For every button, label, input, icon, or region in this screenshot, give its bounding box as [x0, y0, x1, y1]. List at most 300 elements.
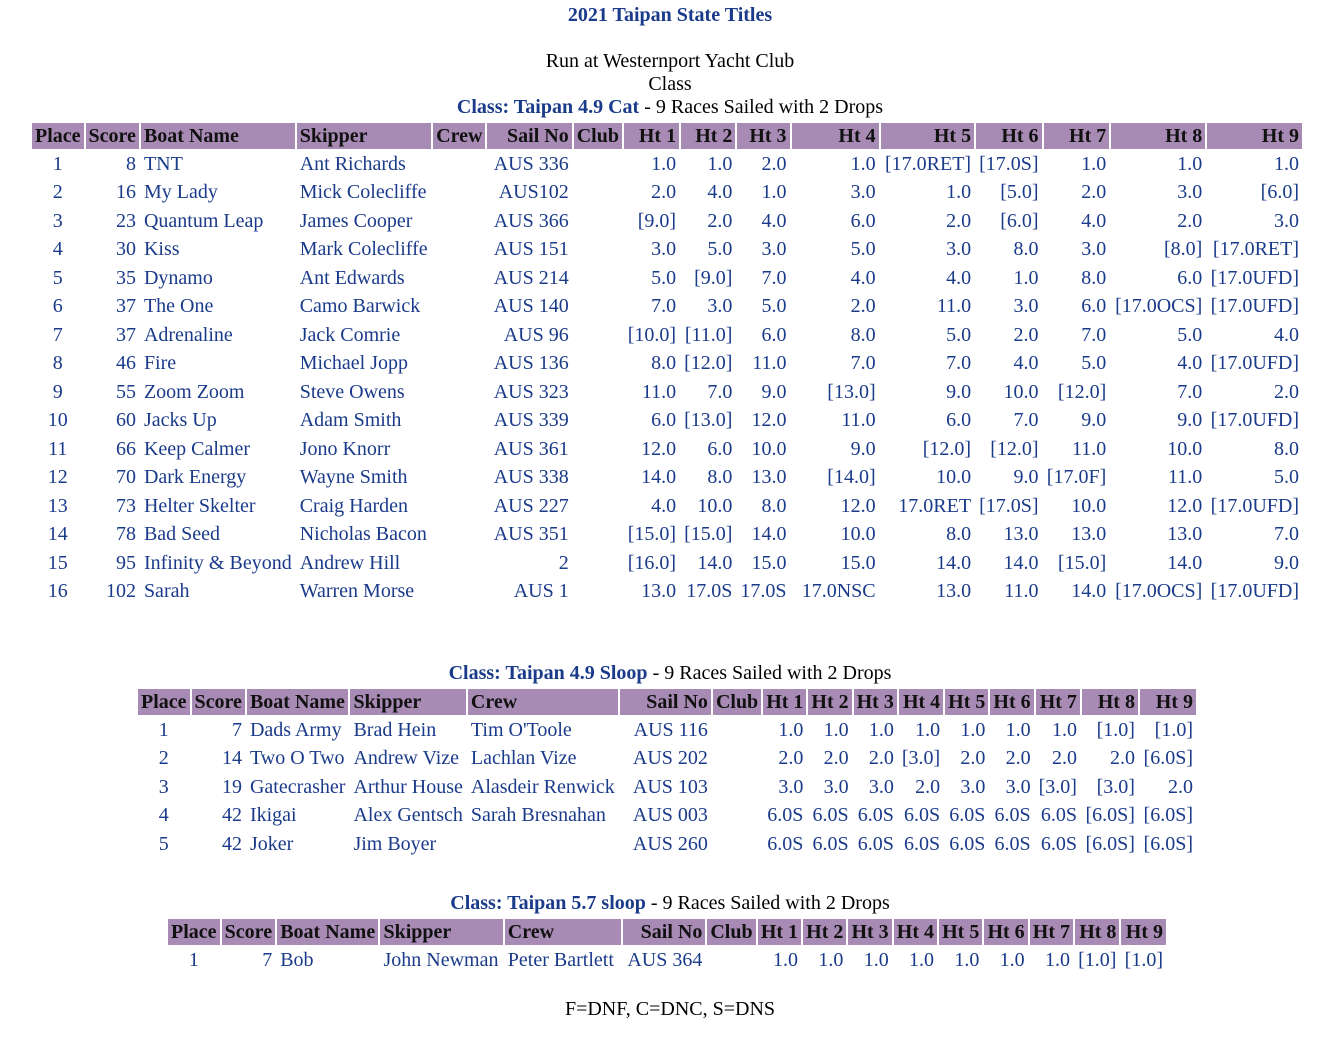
cell-sail-no: AUS 339 [493, 409, 569, 432]
col-header-ht7: Ht 7 [1036, 689, 1080, 715]
cell-ht1: 11.0 [641, 380, 677, 403]
col-header-ht5: Ht 5 [945, 689, 988, 715]
cell-place: 15 [47, 551, 68, 574]
cell-ht4: 5.0 [850, 238, 876, 261]
cell-sail-no: AUS 364 [627, 948, 703, 971]
cell-crew [433, 208, 485, 235]
cell-boat-name: Kiss [143, 238, 180, 261]
cell-ht9: [17.0UFD] [1210, 494, 1299, 517]
cell-ht8: 11.0 [1168, 466, 1203, 489]
cell-ht1: 1.0 [651, 152, 677, 175]
cell-skipper: Mick Colecliffe [299, 181, 427, 204]
cell-ht4: 3.0 [850, 181, 876, 204]
col-header-ht2: Ht 2 [808, 689, 851, 715]
cell-ht4: 2.0 [915, 775, 941, 798]
cell-ht7: [12.0] [1057, 380, 1107, 403]
cell-skipper: Brad Hein [353, 718, 437, 741]
cell-ht1: 3.0 [778, 775, 804, 798]
cell-ht3: 15.0 [751, 551, 787, 574]
cell-place: 5 [158, 832, 169, 855]
cell-score: 7 [262, 948, 273, 971]
cell-club [574, 351, 622, 378]
cell-ht5: 8.0 [946, 523, 972, 546]
cell-ht5: 10.0 [936, 466, 972, 489]
cell-sail-no: AUS 003 [632, 804, 708, 827]
cell-ht7: 14.0 [1071, 580, 1107, 603]
cell-ht3: 13.0 [751, 466, 787, 489]
cell-crew [433, 180, 485, 207]
cell-ht7: 7.0 [1081, 323, 1107, 346]
cell-ht9: [17.0UFD] [1210, 409, 1299, 432]
table-row [168, 947, 1166, 974]
cell-score: 60 [115, 409, 136, 432]
cell-ht6: 1.0 [999, 948, 1025, 971]
cell-ht1: 8.0 [651, 352, 677, 375]
cell-ht6: 14.0 [1003, 551, 1039, 574]
cell-club [574, 180, 622, 207]
results-table-taipan-49-sloop [136, 687, 1198, 860]
cell-place: 16 [47, 580, 68, 603]
col-header-place: Place [168, 919, 220, 945]
cell-skipper: Steve Owens [299, 380, 405, 403]
cell-ht1: 7.0 [651, 295, 677, 318]
cell-ht5: [12.0] [922, 437, 972, 460]
table-row [32, 408, 1302, 435]
results-table-taipan-49-cat [30, 121, 1304, 607]
cell-ht8: [17.0OCS] [1115, 580, 1203, 603]
cell-score: 35 [115, 266, 136, 289]
cell-skipper: Andrew Hill [299, 551, 401, 574]
col-header-boat-name: Boat Name [277, 919, 378, 945]
cell-ht5: 6.0S [949, 832, 986, 855]
cell-score: 102 [105, 580, 136, 603]
cell-ht9: 3.0 [1274, 209, 1299, 232]
cell-ht2: 14.0 [697, 551, 733, 574]
cell-ht2: 3.0 [823, 775, 849, 798]
cell-ht1: 14.0 [641, 466, 677, 489]
cell-ht1: 6.0 [651, 409, 677, 432]
cell-ht2: 6.0S [812, 804, 849, 827]
cell-ht5: 2.0 [946, 209, 972, 232]
cell-ht4: 17.0NSC [801, 580, 876, 603]
cell-crew: Tim O'Toole [470, 718, 572, 741]
cell-club [574, 208, 622, 235]
cell-club [574, 579, 622, 606]
cell-club [574, 237, 622, 264]
cell-ht6: 6.0S [994, 832, 1031, 855]
cell-sail-no: AUS 366 [493, 209, 569, 232]
cell-ht2: 17.0S [686, 580, 733, 603]
cell-sail-no: AUS 214 [493, 266, 569, 289]
cell-boat-name: Quantum Leap [143, 209, 264, 232]
cell-club [574, 294, 622, 321]
cell-ht5: 14.0 [936, 551, 972, 574]
cell-score: 46 [115, 352, 136, 375]
cell-skipper: Arthur House [353, 775, 463, 798]
class-name: Class: Taipan 4.9 Sloop [448, 662, 648, 684]
legend-footnote: F=DNF, C=DNC, S=DNS [564, 998, 776, 1020]
cell-boat-name: The One [143, 295, 214, 318]
cell-ht4: [3.0] [901, 747, 941, 770]
col-header-ht7: Ht 7 [1044, 123, 1110, 149]
cell-ht2: 4.0 [707, 181, 733, 204]
cell-boat-name: Zoom Zoom [143, 380, 245, 403]
header-row [138, 689, 1196, 715]
cell-ht2: 8.0 [707, 466, 733, 489]
table-row [32, 208, 1302, 235]
cell-crew [433, 265, 485, 292]
cell-skipper: Michael Jopp [299, 352, 409, 375]
cell-ht2: [15.0] [684, 523, 733, 546]
cell-ht1: 1.0 [773, 948, 799, 971]
cell-ht6: 2.0 [1013, 323, 1039, 346]
cell-crew: Lachlan Vize [470, 747, 577, 770]
cell-place: 4 [158, 804, 169, 827]
cell-ht5: 1.0 [946, 181, 972, 204]
cell-sail-no: AUS 336 [493, 152, 569, 175]
cell-ht2: 6.0 [707, 437, 733, 460]
cell-place: 1 [158, 718, 169, 741]
cell-skipper: Ant Edwards [299, 266, 405, 289]
col-header-skipper: Skipper [350, 689, 465, 715]
cell-ht4: 6.0S [904, 832, 941, 855]
cell-boat-name: Infinity & Beyond [143, 551, 292, 574]
cell-crew [433, 379, 485, 406]
header-row [168, 919, 1166, 945]
cell-boat-name: Dads Army [249, 718, 342, 741]
class-caption [0, 892, 1340, 915]
cell-ht4: 1.0 [915, 718, 941, 741]
col-header-ht6: Ht 6 [976, 123, 1041, 149]
cell-place: 7 [52, 323, 63, 346]
cell-skipper: Mark Colecliffe [299, 238, 428, 261]
cell-ht6: 8.0 [1013, 238, 1039, 261]
cell-club [574, 465, 622, 492]
cell-boat-name: Gatecrasher [249, 775, 346, 798]
cell-ht9: 8.0 [1274, 437, 1299, 460]
cell-ht1: [15.0] [627, 523, 677, 546]
cell-crew [433, 436, 485, 463]
col-header-place: Place [32, 123, 84, 149]
col-header-ht1: Ht 1 [758, 919, 801, 945]
cell-score: 37 [115, 295, 136, 318]
cell-ht3: 2.0 [761, 152, 787, 175]
cell-place: 4 [52, 238, 63, 261]
cell-score: 7 [231, 718, 242, 741]
cell-ht5: 9.0 [946, 380, 972, 403]
cell-ht6: 9.0 [1013, 466, 1039, 489]
cell-ht1: 6.0S [767, 804, 804, 827]
class-label: Class [648, 73, 692, 95]
cell-score: 8 [125, 152, 136, 175]
cell-ht3: 3.0 [761, 238, 787, 261]
cell-ht7: 6.0S [1040, 832, 1077, 855]
cell-ht8: [1.0] [1078, 948, 1117, 971]
cell-ht8: 12.0 [1167, 494, 1203, 517]
cell-place: 11 [48, 437, 68, 460]
col-header-club: Club [713, 689, 761, 715]
cell-club [713, 746, 761, 773]
cell-skipper: Jono Knorr [299, 437, 391, 460]
cell-ht6: [6.0] [1000, 209, 1039, 232]
col-header-sail-no: Sail No [620, 689, 711, 715]
table-row [138, 717, 1196, 744]
page-title: 2021 Taipan State Titles [567, 4, 773, 26]
cell-club [574, 436, 622, 463]
cell-ht3: 6.0S [857, 832, 894, 855]
cell-ht6: [12.0] [990, 437, 1039, 460]
cell-ht7: [15.0] [1057, 551, 1107, 574]
cell-ht4: 8.0 [850, 323, 876, 346]
cell-ht7: 2.0 [1081, 181, 1107, 204]
col-header-club: Club [574, 123, 622, 149]
cell-ht7: 1.0 [1045, 948, 1070, 971]
cell-score: 23 [115, 209, 136, 232]
cell-ht7: 8.0 [1081, 266, 1107, 289]
cell-crew [433, 465, 485, 492]
class-caption [0, 662, 1340, 685]
cell-ht6: 11.0 [1004, 580, 1039, 603]
cell-ht8: 14.0 [1167, 551, 1203, 574]
cell-ht5: 3.0 [946, 238, 972, 261]
cell-club [713, 717, 761, 744]
cell-crew [433, 322, 485, 349]
cell-ht2: [9.0] [694, 266, 733, 289]
cell-ht2: 2.0 [707, 209, 733, 232]
cell-ht1: 13.0 [641, 580, 677, 603]
cell-ht9: [6.0S] [1143, 804, 1193, 827]
cell-ht6: 1.0 [1013, 266, 1039, 289]
table-row [138, 831, 1196, 858]
cell-ht5: 6.0 [946, 409, 972, 432]
col-header-place: Place [138, 689, 190, 715]
cell-ht8: 2.0 [1177, 209, 1203, 232]
cell-place: 2 [158, 747, 169, 770]
cell-crew [433, 294, 485, 321]
cell-boat-name: TNT [143, 152, 183, 175]
cell-ht6: 10.0 [1003, 380, 1039, 403]
table-row [32, 351, 1302, 378]
cell-ht3: 2.0 [868, 747, 894, 770]
cell-score: 42 [221, 804, 242, 827]
cell-ht9: [6.0S] [1143, 747, 1193, 770]
cell-ht2: [12.0] [684, 352, 733, 375]
cell-ht4: 11.0 [841, 409, 876, 432]
cell-club [713, 831, 761, 858]
col-header-ht6: Ht 6 [990, 689, 1033, 715]
cell-club [574, 522, 622, 549]
cell-club [707, 947, 755, 974]
cell-crew: Peter Bartlett [507, 948, 614, 971]
col-header-ht2: Ht 2 [803, 919, 846, 945]
cell-ht2: 1.0 [818, 948, 844, 971]
col-header-boat-name: Boat Name [247, 689, 349, 715]
table-row [32, 465, 1302, 492]
cell-place: 9 [52, 380, 63, 403]
cell-ht5: 13.0 [936, 580, 972, 603]
cell-boat-name: Adrenaline [143, 323, 233, 346]
cell-ht9: 1.0 [1274, 152, 1299, 175]
col-header-crew: Crew [505, 919, 621, 945]
cell-place: 12 [47, 466, 68, 489]
cell-ht4: 6.0S [904, 804, 941, 827]
cell-sail-no: AUS 323 [493, 380, 569, 403]
cell-ht4: 1.0 [909, 948, 935, 971]
cell-crew [433, 408, 485, 435]
col-header-ht6: Ht 6 [984, 919, 1027, 945]
col-header-skipper: Skipper [297, 123, 431, 149]
cell-skipper: Alex Gentsch [353, 804, 463, 827]
col-header-ht4: Ht 4 [894, 919, 937, 945]
cell-ht7: [17.0F] [1046, 466, 1107, 489]
cell-club [574, 379, 622, 406]
cell-place: 8 [52, 352, 63, 375]
cell-ht2: 3.0 [707, 295, 733, 318]
cell-boat-name: Dark Energy [143, 466, 247, 489]
cell-ht4: 6.0 [850, 209, 876, 232]
cell-crew [433, 550, 485, 577]
table-row [32, 436, 1302, 463]
cell-crew [433, 151, 485, 178]
cell-ht2: 5.0 [707, 238, 733, 261]
cell-ht1: 2.0 [778, 747, 804, 770]
cell-ht1: 5.0 [651, 266, 677, 289]
cell-ht2: [11.0] [684, 323, 733, 346]
cell-ht5: 11.0 [936, 295, 972, 318]
col-header-ht1: Ht 1 [624, 123, 679, 149]
cell-score: 73 [115, 494, 136, 517]
cell-ht9: [6.0] [1260, 181, 1299, 204]
cell-ht3: 14.0 [751, 523, 787, 546]
cell-place: 5 [52, 266, 63, 289]
cell-ht1: 12.0 [641, 437, 677, 460]
cell-skipper: Ant Richards [299, 152, 406, 175]
cell-ht9: 2.0 [1274, 380, 1299, 403]
cell-sail-no: AUS 202 [632, 747, 708, 770]
cell-ht9: [17.0UFD] [1210, 266, 1299, 289]
cell-ht8: 7.0 [1177, 380, 1203, 403]
cell-ht7: 1.0 [1051, 718, 1077, 741]
table-row [138, 746, 1196, 773]
cell-ht3: 6.0S [857, 804, 894, 827]
cell-ht8: 9.0 [1177, 409, 1203, 432]
table-row [32, 550, 1302, 577]
cell-ht9: 4.0 [1274, 323, 1299, 346]
cell-club [574, 322, 622, 349]
cell-skipper: James Cooper [299, 209, 413, 232]
cell-score: 66 [115, 437, 136, 460]
cell-ht7: 10.0 [1071, 494, 1107, 517]
cell-ht6: 7.0 [1013, 409, 1039, 432]
cell-ht9: [17.0UFD] [1210, 580, 1299, 603]
cell-ht2: [13.0] [684, 409, 733, 432]
cell-score: 70 [115, 466, 136, 489]
cell-sail-no: AUS 136 [493, 352, 569, 375]
cell-ht5: 7.0 [946, 352, 972, 375]
cell-ht8: [6.0S] [1085, 804, 1135, 827]
cell-skipper: Nicholas Bacon [299, 523, 427, 546]
class-caption [0, 96, 1340, 119]
cell-place: 6 [52, 295, 63, 318]
cell-boat-name: Keep Calmer [143, 437, 251, 460]
cell-crew [433, 579, 485, 606]
cell-ht5: 6.0S [949, 804, 986, 827]
cell-boat-name: Dynamo [143, 266, 213, 289]
cell-score: 78 [115, 523, 136, 546]
cell-score: 14 [221, 747, 242, 770]
cell-sail-no: AUS 351 [493, 523, 569, 546]
cell-sail-no: AUS102 [498, 181, 569, 204]
table-row [32, 237, 1302, 264]
cell-ht6: [5.0] [1000, 181, 1039, 204]
cell-sail-no: AUS 96 [503, 323, 569, 346]
cell-ht6: 13.0 [1003, 523, 1039, 546]
col-header-score: Score [192, 689, 245, 715]
cell-ht4: 12.0 [840, 494, 876, 517]
cell-ht5: 5.0 [946, 323, 972, 346]
cell-place: 13 [47, 494, 68, 517]
cell-boat-name: Bad Seed [143, 523, 221, 546]
cell-ht9: [17.0UFD] [1210, 352, 1299, 375]
cell-place: 2 [52, 181, 63, 204]
cell-sail-no: 2 [558, 551, 569, 574]
cell-ht3: 1.0 [761, 181, 787, 204]
cell-ht1: 3.0 [651, 238, 677, 261]
cell-ht2: 10.0 [697, 494, 733, 517]
cell-ht8: [8.0] [1163, 238, 1203, 261]
cell-ht1: [16.0] [627, 551, 677, 574]
col-header-ht3: Ht 3 [848, 919, 891, 945]
cell-ht6: 3.0 [1005, 775, 1031, 798]
cell-ht7: [3.0] [1038, 775, 1077, 798]
cell-skipper: Jack Comrie [299, 323, 401, 346]
col-header-ht8: Ht 8 [1082, 689, 1138, 715]
cell-ht8: 6.0 [1177, 266, 1203, 289]
cell-sail-no: AUS 116 [633, 718, 708, 741]
cell-place: 3 [158, 775, 169, 798]
cell-ht1: 2.0 [651, 181, 677, 204]
cell-ht9: 9.0 [1274, 551, 1299, 574]
class-name: Class: Taipan 4.9 Cat [456, 96, 640, 118]
cell-place: 1 [188, 948, 199, 971]
cell-sail-no: AUS 140 [493, 295, 569, 318]
cell-ht7: 9.0 [1081, 409, 1107, 432]
table-row [32, 493, 1302, 520]
cell-ht3: 12.0 [751, 409, 787, 432]
cell-score: 55 [115, 380, 136, 403]
cell-ht2: 1.0 [823, 718, 849, 741]
class-name: Class: Taipan 5.7 sloop [450, 892, 646, 914]
col-header-ht5: Ht 5 [939, 919, 982, 945]
cell-crew [433, 493, 485, 520]
cell-ht5: 2.0 [960, 747, 986, 770]
col-header-sail-no: Sail No [623, 919, 705, 945]
col-header-score: Score [86, 123, 139, 149]
cell-score: 42 [221, 832, 242, 855]
cell-boat-name: Joker [249, 832, 294, 855]
cell-ht3: 5.0 [761, 295, 787, 318]
col-header-ht4: Ht 4 [792, 123, 879, 149]
cell-boat-name: Sarah [143, 580, 190, 603]
cell-ht3: 1.0 [863, 948, 889, 971]
col-header-sail-no: Sail No [487, 123, 571, 149]
cell-club [713, 803, 761, 830]
cell-ht9: [1.0] [1154, 718, 1193, 741]
cell-ht1: [9.0] [637, 209, 677, 232]
col-header-ht8: Ht 8 [1111, 123, 1205, 149]
cell-ht6: 3.0 [1013, 295, 1039, 318]
col-header-ht5: Ht 5 [881, 123, 974, 149]
